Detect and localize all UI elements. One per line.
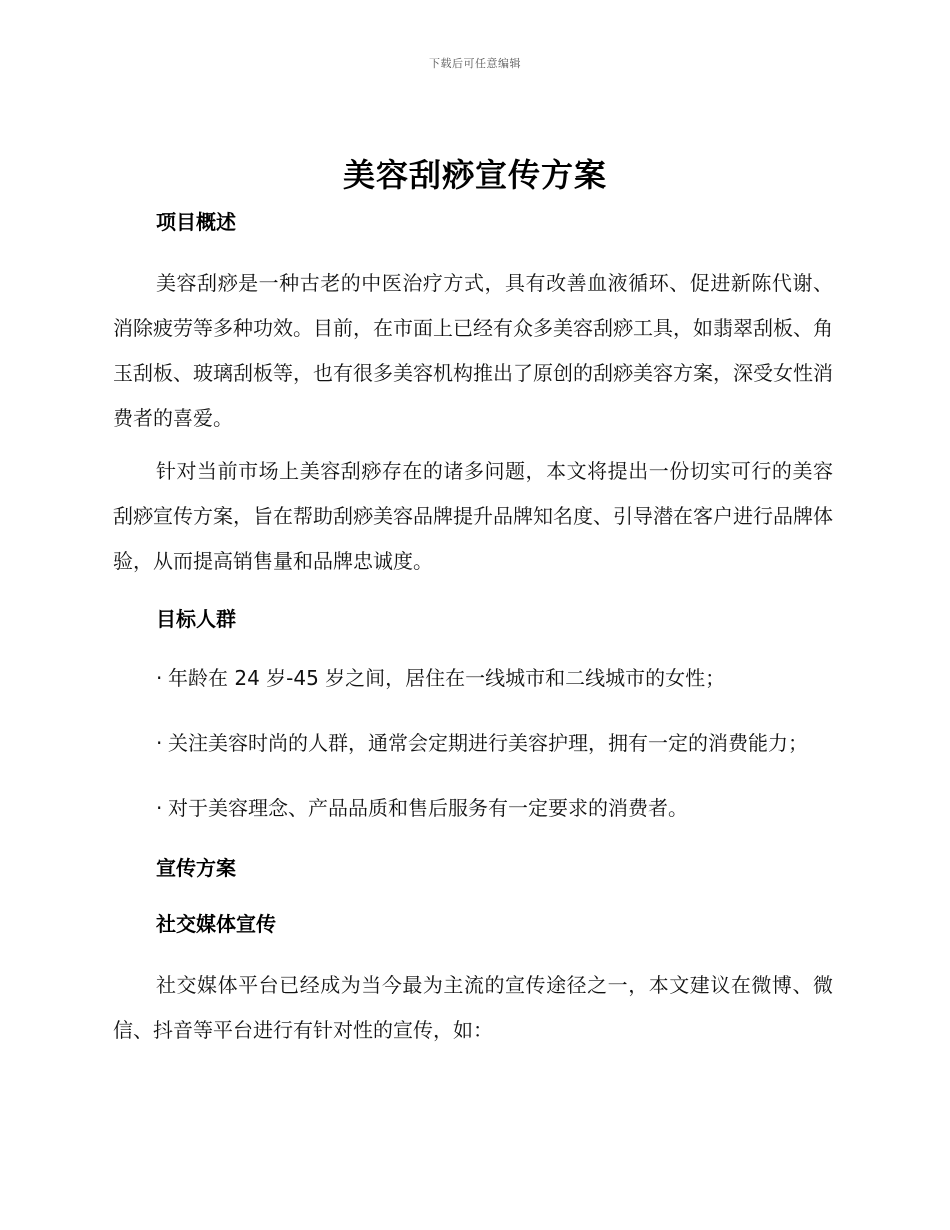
section-heading-target: 目标人群 xyxy=(156,607,236,631)
bullet-dot: · xyxy=(156,796,163,820)
header-note: 下载后可任意编辑 xyxy=(429,57,521,70)
bullet-text: 对于美容理念、产品品质和售后服务有一定要求的消费者。 xyxy=(168,796,688,820)
section-heading-social-media: 社交媒体宣传 xyxy=(156,912,276,936)
bullet-dot: · xyxy=(156,666,163,690)
paragraph-social-media: 社交媒体平台已经成为当今最为主流的宣传途径之一，本文建议在微博、微信、抖音等平台进行有针对性的宣传，如： xyxy=(113,973,833,1042)
document-body xyxy=(113,205,833,1053)
paragraph-overview-2: 针对当前市场上美容刮痧存在的诸多问题，本文将提出一份切实可行的美容刮痧宣传方案，旨在帮助刮痧美容品牌提升品牌知名度、引导潜在客户进行品牌体验，从而提高销售量和品牌忠诚度。 xyxy=(113,459,833,573)
bullet-dot: · xyxy=(156,731,163,755)
bullet-item xyxy=(113,721,833,766)
bullet-item xyxy=(113,786,833,831)
section-heading-overview: 项目概述 xyxy=(156,210,236,234)
section-heading-plan: 宣传方案 xyxy=(156,856,236,880)
bullet-text: 年龄在 24 岁-45 岁之间，居住在一线城市和二线城市的女性； xyxy=(168,666,726,690)
bullet-text: 关注美容时尚的人群，通常会定期进行美容护理，拥有一定的消费能力； xyxy=(168,731,808,755)
paragraph-overview-1: 美容刮痧是一种古老的中医治疗方式，具有改善血液循环、促进新陈代谢、消除疲劳等多种功效。目前，在市面上已经有众多美容刮痧工具，如翡翠刮板、角玉刮板、玻璃刮板等，也有很多美容机构推出了原创的刮痧美容方案，深受女性消费者的喜爱。 xyxy=(113,271,833,430)
document-title: 美容刮痧宣传方案 xyxy=(342,156,607,194)
bullet-item xyxy=(113,656,833,701)
